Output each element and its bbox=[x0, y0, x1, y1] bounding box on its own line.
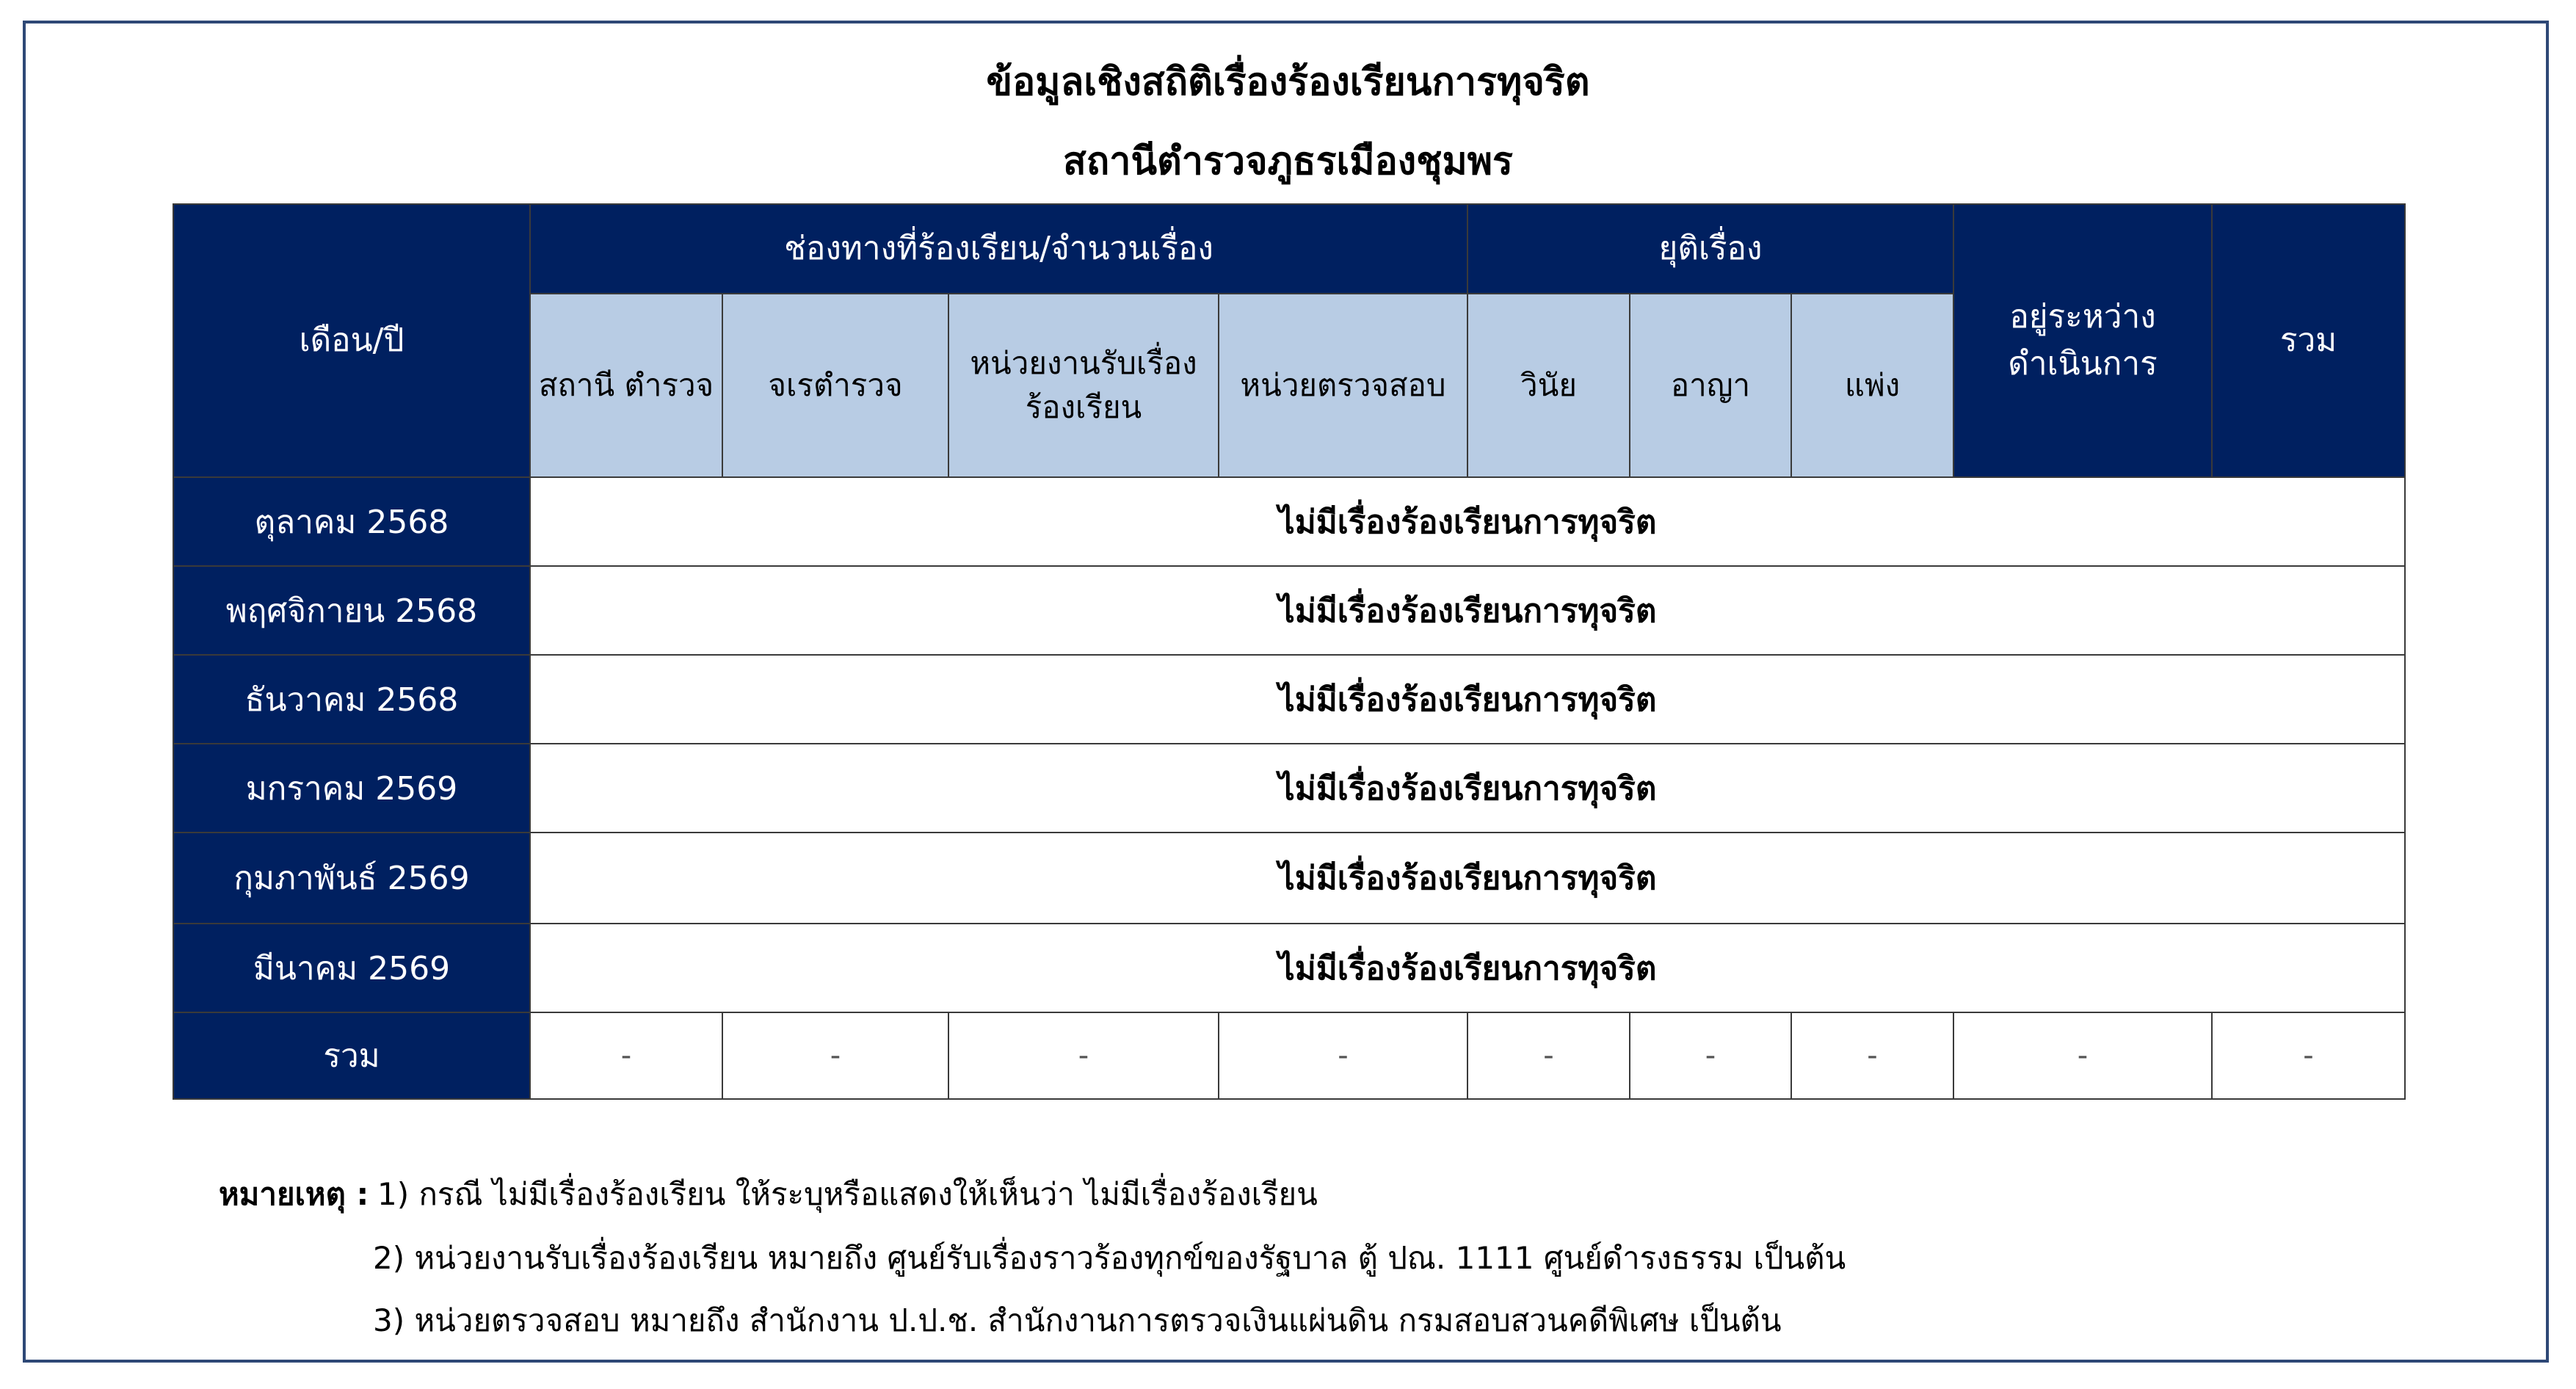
inspection-agency-header: หน่วยตรวจสอบ bbox=[1219, 294, 1467, 477]
total-inspection-agency-value: - bbox=[1219, 1012, 1467, 1099]
table-row bbox=[173, 566, 2405, 655]
total-station-value: - bbox=[530, 1012, 722, 1099]
station-header: สถานี ตำรวจ bbox=[530, 294, 722, 477]
no-complaint-message: ไม่มีเรื่องร้องเรียนการทุจริต bbox=[530, 477, 2405, 566]
no-complaint-message: ไม่มีเรื่องร้องเรียนการทุจริต bbox=[530, 744, 2405, 833]
no-complaint-message: ไม่มีเรื่องร้องเรียนการทุจริต bbox=[530, 833, 2405, 924]
receiving-agency-header: หน่วยงานรับเรื่อง ร้องเรียน bbox=[948, 294, 1219, 477]
no-complaint-message: ไม่มีเรื่องร้องเรียนการทุจริต bbox=[530, 566, 2405, 655]
no-complaint-message: ไม่มีเรื่องร้องเรียนการทุจริต bbox=[530, 924, 2405, 1012]
in-progress-header: อยู่ระหว่าง ดำเนินการ bbox=[1953, 204, 2212, 477]
page-subtitle: สถานีตำรวจภูธรเมืองชุมพร bbox=[1063, 139, 1513, 184]
table-row bbox=[173, 744, 2405, 833]
note-item-1: 1) กรณี ไม่มีเรื่องร้องเรียน ให้ระบุหรือแสดงให้เห็นว่า ไม่มีเรื่องร้องเรียน bbox=[377, 1176, 1318, 1212]
month-cell: พฤศจิกายน 2568 bbox=[173, 566, 530, 655]
month-year-header: เดือน/ปี bbox=[173, 204, 530, 477]
total-criminal-value: - bbox=[1630, 1012, 1791, 1099]
total-receiving-agency-value: - bbox=[948, 1012, 1219, 1099]
month-cell: ตุลาคม 2568 bbox=[173, 477, 530, 566]
civil-header: แพ่ง bbox=[1791, 294, 1953, 477]
note-item-2: 2) หน่วยงานรับเรื่องร้องเรียน หมายถึง ศูนย์รับเรื่องราวร้องทุกข์ของรัฐบาล ตู้ ปณ. 1111 ศูนย์ดำรงธรรม เป็นต้น bbox=[373, 1240, 1846, 1276]
month-cell: กุมภาพันธ์ 2569 bbox=[173, 833, 530, 924]
table-row bbox=[173, 924, 2405, 1012]
month-cell: มกราคม 2569 bbox=[173, 744, 530, 833]
total-header: รวม bbox=[2212, 204, 2405, 477]
no-complaint-message: ไม่มีเรื่องร้องเรียนการทุจริต bbox=[530, 655, 2405, 744]
page-title: ข้อมูลเชิงสถิติเรื่องร้องเรียนการทุจริต bbox=[986, 60, 1590, 104]
month-cell: มีนาคม 2569 bbox=[173, 924, 530, 1012]
table-row bbox=[173, 477, 2405, 566]
total-discipline-value: - bbox=[1467, 1012, 1630, 1099]
total-row-label: รวม bbox=[173, 1012, 530, 1099]
resolved-group-header: ยุติเรื่อง bbox=[1467, 204, 1953, 294]
patrol-header: จเรตำรวจ bbox=[722, 294, 948, 477]
discipline-header: วินัย bbox=[1467, 294, 1630, 477]
table-row bbox=[173, 655, 2405, 744]
grand-total-value: - bbox=[2212, 1012, 2405, 1099]
total-civil-value: - bbox=[1791, 1012, 1953, 1099]
total-patrol-value: - bbox=[722, 1012, 948, 1099]
total-row bbox=[173, 1012, 2405, 1099]
month-cell: ธันวาคม 2568 bbox=[173, 655, 530, 744]
table-row bbox=[173, 833, 2405, 924]
channel-group-header: ช่องทางที่ร้องเรียน/จำนวนเรื่อง bbox=[530, 204, 1467, 294]
note-item-3: 3) หน่วยตรวจสอบ หมายถึง สำนักงาน ป.ป.ช. สำนักงานการตรวจเงินแผ่นดิน กรมสอบสวนคดีพิเศษ เป็นต้น bbox=[373, 1302, 1782, 1338]
notes-label: หมายเหตุ : bbox=[219, 1176, 369, 1212]
total-in-progress-value: - bbox=[1953, 1012, 2212, 1099]
criminal-header: อาญา bbox=[1630, 294, 1791, 477]
complaint-statistics-table bbox=[173, 203, 2406, 1100]
